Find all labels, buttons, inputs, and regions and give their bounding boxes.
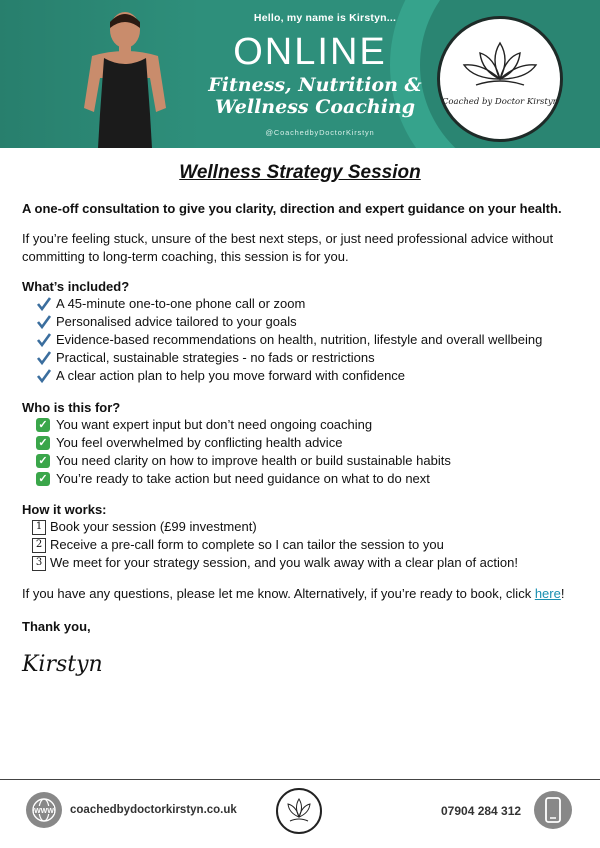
footer-logo	[276, 788, 322, 834]
phone-number: 07904 284 312	[441, 804, 522, 818]
who-item: ✓ You’re ready to take action but need guidance on what to do next	[36, 470, 451, 488]
checkmark-icon	[36, 296, 52, 312]
booking-link[interactable]: here	[534, 586, 561, 601]
check-box-icon: ✓	[36, 418, 50, 432]
greeting: Hello, my name is Kirstyn...	[253, 12, 397, 24]
coach-photo	[70, 8, 180, 148]
how-heading: How it works:	[22, 502, 107, 517]
included-item: Personalised advice tailored to your goals	[36, 313, 542, 331]
intro-lead: A one-off consultation to give you clarity, direction and expert guidance on your health.	[22, 201, 562, 216]
lotus-icon	[460, 35, 540, 95]
step-item: 3 We meet for your strategy session, and you walk away with a clear plan of action!	[32, 554, 518, 572]
who-item: ✓ You need clarity on how to improve health or build sustainable habits	[36, 452, 451, 470]
step-number: 3	[32, 556, 46, 571]
subheading-line1: Fitness, Nutrition &	[208, 74, 422, 96]
header-banner	[0, 0, 600, 148]
check-box-icon: ✓	[36, 436, 50, 450]
social-handle: @CoachedbyDoctorKirstyn	[265, 128, 375, 137]
included-heading: What’s included?	[22, 279, 130, 294]
who-item: ✓ You feel overwhelmed by conflicting health advice	[36, 434, 451, 452]
checkmark-icon	[36, 368, 52, 384]
contact-line: If you have any questions, please let me know. Alternatively, if you’re ready to book, click here!	[22, 586, 565, 601]
sign-off: Thank you,	[22, 619, 91, 634]
brand-logo	[437, 16, 563, 142]
globe-icon	[26, 792, 62, 828]
check-box-icon: ✓	[36, 454, 50, 468]
page-title: Wellness Strategy Session	[179, 162, 421, 183]
phone-icon	[534, 791, 572, 829]
headline: ONLINE	[233, 31, 387, 73]
intro-paragraph: If you’re feeling stuck, unsure of the best next steps, or just need professional advice without committing to long-term coaching, this session is for you.	[22, 231, 554, 264]
check-box-icon: ✓	[36, 472, 50, 486]
who-list	[36, 416, 451, 488]
lotus-icon	[278, 790, 320, 832]
included-item: A clear action plan to help you move forward with confidence	[36, 367, 542, 385]
logo-text: Coached by Doctor Kirstyn	[441, 97, 559, 107]
website-link[interactable]: coachedbydoctorkirstyn.co.uk	[70, 804, 237, 816]
included-list	[36, 295, 542, 385]
included-item: Practical, sustainable strategies - no fads or restrictions	[36, 349, 542, 367]
footer-divider	[0, 779, 600, 780]
signature: Kirstyn	[22, 652, 103, 677]
who-item: ✓ You want expert input but don’t need ongoing coaching	[36, 416, 451, 434]
included-item: Evidence-based recommendations on health, nutrition, lifestyle and overall wellbeing	[36, 331, 542, 349]
how-steps	[32, 518, 518, 572]
checkmark-icon	[36, 350, 52, 366]
checkmark-icon	[36, 314, 52, 330]
step-item: 2 Receive a pre-call form to complete so I can tailor the session to you	[32, 536, 518, 554]
globe-label: WWW	[34, 808, 54, 815]
step-item: 1 Book your session (£99 investment)	[32, 518, 518, 536]
included-item: A 45-minute one-to-one phone call or zoom	[36, 295, 542, 313]
step-number: 2	[32, 538, 46, 553]
subheading-line2: Wellness Coaching	[214, 96, 416, 118]
who-heading: Who is this for?	[22, 400, 121, 415]
checkmark-icon	[36, 332, 52, 348]
step-number: 1	[32, 520, 46, 535]
